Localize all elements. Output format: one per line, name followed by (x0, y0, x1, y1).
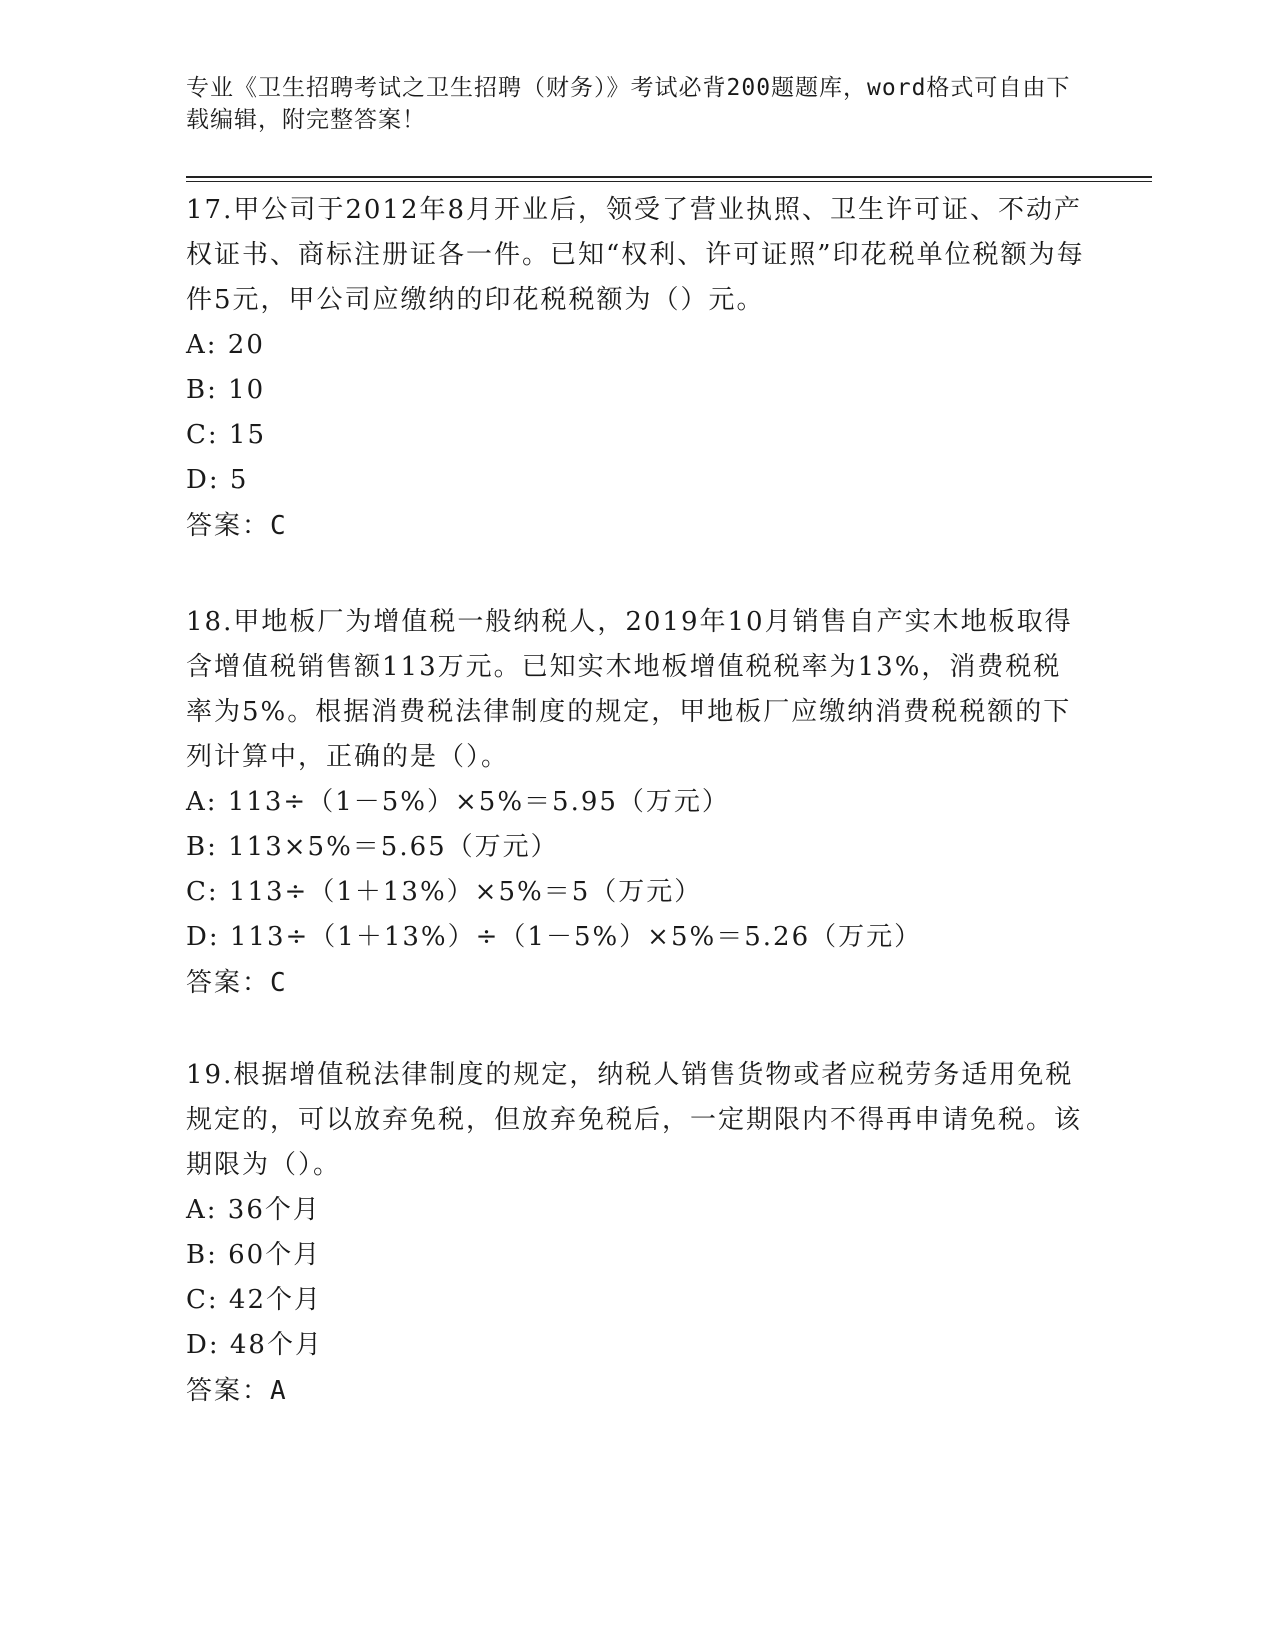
header-text: 专业《卫生招聘考试之卫生招聘（财务）》考试必背200题题库，word格式可自由下载编辑，附完整答案！ (186, 75, 1071, 133)
option-d: D: 48个月 (186, 1330, 323, 1360)
option-b: B: 113×5%＝5.65（万元） (186, 832, 559, 862)
option-c: C: 42个月 (186, 1285, 323, 1315)
option-d: D: 5 (186, 465, 249, 495)
answer-label: 答案：C (186, 511, 288, 541)
option-b: B: 10 (186, 375, 266, 405)
question-18 (186, 600, 1086, 1006)
document-header (186, 72, 1076, 136)
option-d: D: 113÷（1＋13%）÷（1－5%）×5%＝5.26（万元） (186, 922, 923, 952)
option-c: C: 113÷（1＋13%）×5%＝5（万元） (186, 877, 703, 907)
question-text: 19.根据增值税法律制度的规定，纳税人销售货物或者应税劳务适用免税规定的，可以放弃免税，但放弃免税后，一定期限内不得再申请免税。该期限为（）。 (186, 1060, 1083, 1180)
option-b: B: 60个月 (186, 1240, 322, 1270)
option-a: A: 113÷（1－5%）×5%＝5.95（万元） (186, 787, 730, 817)
question-19 (186, 1053, 1086, 1414)
option-a: A: 36个月 (186, 1195, 321, 1225)
question-text: 18.甲地板厂为增值税一般纳税人，2019年10月销售自产实木地板取得含增值税销售额113万元。已知实木地板增值税税率为13%，消费税税率为5%。根据消费税法律制度的规定，甲地板厂应缴纳消费税税额的下列计算中，正确的是（）。 (186, 607, 1073, 772)
header-divider-thin (186, 181, 1152, 182)
question-text: 17.甲公司于2012年8月开业后，领受了营业执照、卫生许可证、不动产权证书、商标注册证各一件。已知“权利、许可证照”印花税单位税额为每件5元，甲公司应缴纳的印花税税额为（）元。 (186, 195, 1085, 315)
answer-label: 答案：C (186, 968, 288, 998)
answer-label: 答案：A (186, 1376, 288, 1406)
option-a: A: 20 (186, 330, 265, 360)
question-17 (186, 188, 1086, 549)
header-divider-thick (186, 176, 1152, 178)
option-c: C: 15 (186, 420, 267, 450)
